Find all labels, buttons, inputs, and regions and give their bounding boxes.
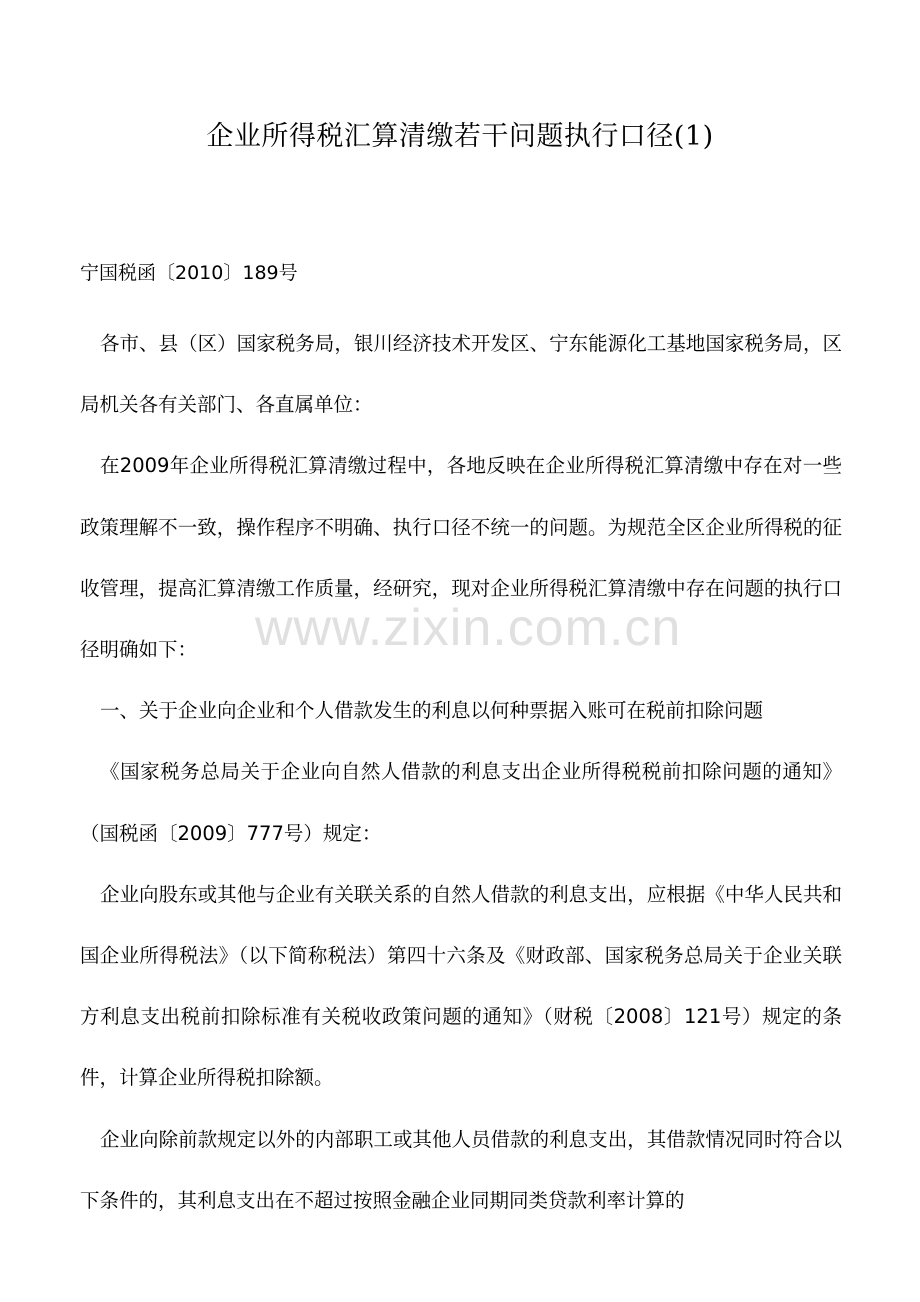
document-number: 宁国税函〔2010〕189号 xyxy=(80,262,298,284)
paragraph-notice-reference: 《国家税务总局关于企业向自然人借款的利息支出企业所得税税前扣除问题的通知》（国税函〔2009〕777号）规定： xyxy=(80,760,842,845)
paragraph-section-heading: 一、关于企业向企业和个人借款发生的利息以何种票据入账可在税前扣除问题 xyxy=(100,699,764,723)
paragraph-employee-interest: 企业向除前款规定以外的内部职工或其他人员借款的利息支出，其借款情况同时符合以下条件的，其利息支出在不超过按照金融企业同期同类贷款利率计算的 xyxy=(80,1127,842,1212)
document-body xyxy=(80,313,842,1231)
paragraph-addressees: 各市、县（区）国家税务局，银川经济技术开发区、宁东能源化工基地国家税务局，区局机关各有关部门、各直属单位： xyxy=(80,332,842,417)
document-title: 企业所得税汇算清缴若干问题执行口径(1) xyxy=(206,121,714,152)
watermark: www.zixin.com.cn xyxy=(255,599,682,657)
paragraph-intro: 在2009年企业所得税汇算清缴过程中，各地反映在企业所得税汇算清缴中存在对一些政策理解不一致，操作程序不明确、执行口径不统一的问题。为规范全区企业所得税的征收管理，提高汇算清缴工作质量，经研究，现对企业所得税汇算清缴中存在问题的执行口径明确如下： xyxy=(80,454,842,662)
paragraph-shareholder-interest: 企业向股东或其他与企业有关联关系的自然人借款的利息支出，应根据《中华人民共和国企业所得税法》（以下简称税法）第四十六条及《财政部、国家税务总局关于企业关联方利息支出税前扣除标准有关税收政策问题的通知》（财税〔2008〕121号）规定的条件，计算企业所得税扣除额。 xyxy=(80,882,842,1090)
